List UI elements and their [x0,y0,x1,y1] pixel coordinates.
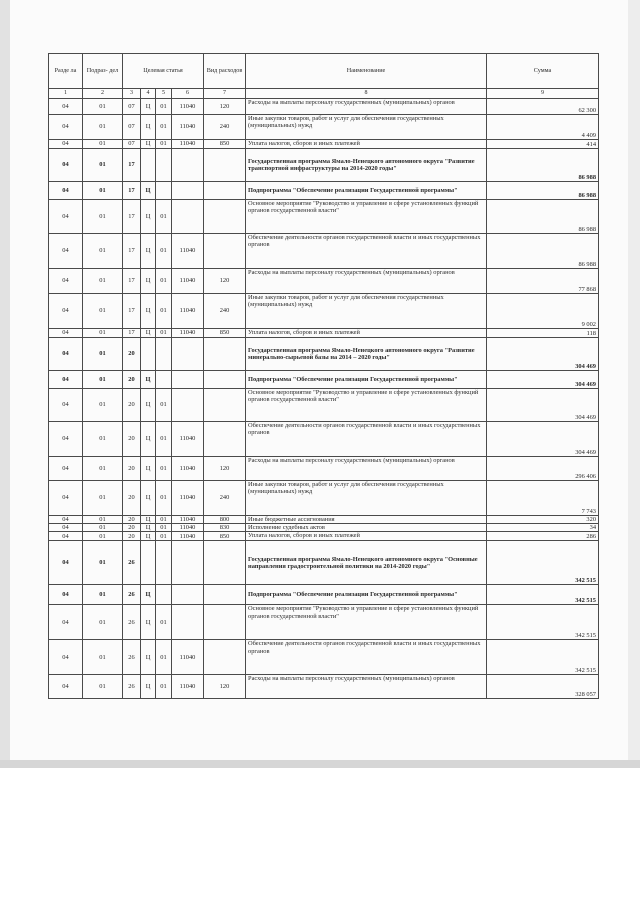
cell-direction-code: 11040 [172,269,204,294]
table-row [49,640,599,675]
cell-program-code: 20 [123,422,141,457]
cell-direction-code: 11040 [172,234,204,269]
table-row [49,675,599,699]
cell-name: Уплата налогов, сборов и иных платежей [246,329,487,338]
cell-podrazdel: 01 [83,200,123,234]
cell-expense-type [204,389,246,422]
cell-expense-type: 240 [204,481,246,516]
cell-name: Иные закупки товаров, работ и услуг для обеспечения государственных (муниципальных) нужд [246,115,487,140]
cell-razdel: 04 [49,457,83,481]
cell-sum: 86 988 [487,200,599,234]
cell-name: Государственная программа Ямало-Ненецкого автономного округа "Основные направления градостроительной политики на 2014-2020 годы" [246,541,487,585]
cell-event-code: 01 [156,516,172,524]
scan-bottom-edge [0,760,640,768]
cell-subprogram-code: Ц [141,481,156,516]
cell-program-code: 17 [123,182,141,200]
cell-event-code: 01 [156,294,172,329]
cell-razdel: 04 [49,675,83,699]
cell-name: Уплата налогов, сборов и иных платежей [246,532,487,541]
cell-expense-type [204,585,246,605]
cell-program-code: 26 [123,675,141,699]
cell-expense-type: 240 [204,294,246,329]
cell-event-code [156,371,172,389]
cell-podrazdel: 01 [83,389,123,422]
cell-program-code: 26 [123,640,141,675]
cell-podrazdel: 01 [83,371,123,389]
cell-sum: 342 515 [487,640,599,675]
cell-name: Основное мероприятие "Руководство и управление в сфере установленных функций органов государственной власти" [246,389,487,422]
cell-podrazdel: 01 [83,532,123,541]
header-expense-type: Вид расходов [204,54,246,89]
cell-sum: 86 988 [487,149,599,182]
cell-razdel: 04 [49,115,83,140]
column-number-row [49,89,599,99]
cell-razdel: 04 [49,200,83,234]
cell-event-code: 01 [156,389,172,422]
cell-event-code: 01 [156,99,172,115]
cell-subprogram-code: Ц [141,269,156,294]
table-row [49,371,599,389]
cell-direction-code: 11040 [172,516,204,524]
cell-event-code: 01 [156,532,172,541]
cell-sum: 9 002 [487,294,599,329]
table-row [49,532,599,541]
cell-razdel: 04 [49,585,83,605]
cell-razdel: 04 [49,516,83,524]
cell-podrazdel: 01 [83,234,123,269]
table-row [49,329,599,338]
table-row [49,422,599,457]
cell-podrazdel: 01 [83,149,123,182]
cell-sum: 304 469 [487,422,599,457]
cell-event-code: 01 [156,422,172,457]
cell-program-code: 20 [123,389,141,422]
column-number: 3 [123,89,141,99]
cell-event-code: 01 [156,140,172,149]
cell-direction-code [172,585,204,605]
table-row [49,516,599,524]
cell-name: Иные закупки товаров, работ и услуг для обеспечения государственных (муниципальных) нужд [246,294,487,329]
cell-expense-type: 850 [204,140,246,149]
cell-sum: 304 469 [487,371,599,389]
cell-event-code: 01 [156,115,172,140]
table-row [49,182,599,200]
cell-program-code: 20 [123,338,141,371]
table-row [49,524,599,532]
table-row [49,338,599,371]
cell-podrazdel: 01 [83,541,123,585]
cell-expense-type [204,371,246,389]
column-number: 9 [487,89,599,99]
cell-podrazdel: 01 [83,338,123,371]
cell-direction-code: 11040 [172,115,204,140]
cell-name: Обеспечение деятельности органов государственной власти и иных государственных органов [246,234,487,269]
cell-direction-code: 11040 [172,422,204,457]
cell-expense-type: 120 [204,99,246,115]
cell-event-code [156,541,172,585]
cell-expense-type [204,640,246,675]
cell-expense-type [204,541,246,585]
cell-program-code: 17 [123,200,141,234]
cell-podrazdel: 01 [83,516,123,524]
cell-expense-type: 830 [204,524,246,532]
cell-program-code: 17 [123,294,141,329]
cell-subprogram-code: Ц [141,329,156,338]
table-row [49,481,599,516]
cell-podrazdel: 01 [83,269,123,294]
cell-podrazdel: 01 [83,294,123,329]
cell-event-code: 01 [156,234,172,269]
cell-podrazdel: 01 [83,182,123,200]
cell-podrazdel: 01 [83,605,123,640]
cell-direction-code: 11040 [172,294,204,329]
table-row [49,140,599,149]
cell-podrazdel: 01 [83,585,123,605]
cell-podrazdel: 01 [83,422,123,457]
cell-sum: 286 [487,532,599,541]
cell-razdel: 04 [49,371,83,389]
cell-subprogram-code [141,338,156,371]
cell-name: Иные бюджетные ассигнования [246,516,487,524]
cell-expense-type [204,149,246,182]
cell-razdel: 04 [49,149,83,182]
cell-event-code: 01 [156,481,172,516]
table-row [49,269,599,294]
cell-sum: 414 [487,140,599,149]
cell-razdel: 04 [49,329,83,338]
cell-sum: 86 988 [487,182,599,200]
table-body [49,99,599,699]
cell-direction-code [172,371,204,389]
cell-razdel: 04 [49,182,83,200]
cell-name: Расходы на выплаты персоналу государственных (муниципальных) органов [246,99,487,115]
table-row [49,605,599,640]
cell-name: Государственная программа Ямало-Ненецкого автономного округа "Развитие минерально-сырьевой базы на 2014 – 2020 годы" [246,338,487,371]
cell-direction-code [172,389,204,422]
table-row [49,389,599,422]
table-row [49,115,599,140]
cell-program-code: 20 [123,481,141,516]
scan-right-edge [628,0,640,768]
cell-razdel: 04 [49,234,83,269]
cell-expense-type: 240 [204,115,246,140]
cell-subprogram-code: Ц [141,457,156,481]
cell-subprogram-code: Ц [141,389,156,422]
cell-event-code: 01 [156,640,172,675]
cell-direction-code: 11040 [172,675,204,699]
cell-sum: 7 743 [487,481,599,516]
cell-razdel: 04 [49,541,83,585]
table-row [49,585,599,605]
cell-sum: 62 300 [487,99,599,115]
cell-razdel: 04 [49,269,83,294]
column-number: 7 [204,89,246,99]
cell-expense-type: 800 [204,516,246,524]
cell-subprogram-code: Ц [141,524,156,532]
table-row [49,294,599,329]
cell-name: Расходы на выплаты персоналу государственных (муниципальных) органов [246,269,487,294]
cell-sum: 34 [487,524,599,532]
cell-razdel: 04 [49,605,83,640]
cell-direction-code [172,605,204,640]
header-razdel: Разде ла [49,54,83,89]
cell-expense-type: 120 [204,457,246,481]
cell-direction-code: 11040 [172,524,204,532]
cell-razdel: 04 [49,422,83,457]
cell-event-code: 01 [156,457,172,481]
header-sum: Сумма [487,54,599,89]
cell-event-code: 01 [156,524,172,532]
cell-subprogram-code: Ц [141,140,156,149]
cell-event-code: 01 [156,269,172,294]
cell-name: Обеспечение деятельности органов государственной власти и иных государственных органов [246,640,487,675]
cell-event-code: 01 [156,675,172,699]
cell-expense-type [204,234,246,269]
cell-subprogram-code: Ц [141,585,156,605]
header-podrazdel: Подраз- дел [83,54,123,89]
cell-razdel: 04 [49,338,83,371]
column-number: 4 [141,89,156,99]
cell-direction-code [172,149,204,182]
cell-event-code [156,149,172,182]
budget-table [48,53,599,699]
table-row [49,99,599,115]
cell-razdel: 04 [49,140,83,149]
cell-program-code: 20 [123,524,141,532]
cell-program-code: 20 [123,532,141,541]
cell-sum: 296 406 [487,457,599,481]
cell-direction-code: 11040 [172,640,204,675]
cell-event-code: 01 [156,605,172,640]
cell-name: Иные закупки товаров, работ и услуг для обеспечения государственных (муниципальных) нужд [246,481,487,516]
cell-razdel: 04 [49,481,83,516]
column-number: 2 [83,89,123,99]
header-row [49,54,599,89]
cell-razdel: 04 [49,294,83,329]
cell-sum: 86 988 [487,234,599,269]
cell-program-code: 20 [123,457,141,481]
cell-name: Подпрограмма "Обеспечение реализации Государственной программы" [246,585,487,605]
cell-podrazdel: 01 [83,457,123,481]
cell-subprogram-code: Ц [141,115,156,140]
cell-subprogram-code [141,541,156,585]
table-row [49,200,599,234]
cell-sum: 77 868 [487,269,599,294]
cell-name: Государственная программа Ямало-Ненецкого автономного округа "Развитие транспортной инфраструктуры на 2014-2020 годы" [246,149,487,182]
cell-sum: 118 [487,329,599,338]
cell-razdel: 04 [49,524,83,532]
cell-expense-type [204,200,246,234]
cell-sum: 342 515 [487,541,599,585]
cell-event-code: 01 [156,200,172,234]
cell-podrazdel: 01 [83,675,123,699]
cell-podrazdel: 01 [83,640,123,675]
cell-expense-type [204,338,246,371]
cell-name: Обеспечение деятельности органов государственной власти и иных государственных органов [246,422,487,457]
cell-direction-code: 11040 [172,140,204,149]
cell-razdel: 04 [49,389,83,422]
table-row [49,457,599,481]
cell-sum: 4 409 [487,115,599,140]
column-number: 6 [172,89,204,99]
cell-expense-type: 850 [204,329,246,338]
cell-razdel: 04 [49,532,83,541]
cell-program-code: 20 [123,371,141,389]
cell-event-code [156,182,172,200]
cell-event-code [156,338,172,371]
cell-sum: 342 515 [487,605,599,640]
cell-expense-type [204,605,246,640]
cell-subprogram-code: Ц [141,675,156,699]
cell-direction-code: 11040 [172,532,204,541]
cell-subprogram-code: Ц [141,294,156,329]
table-row [49,149,599,182]
cell-expense-type: 120 [204,269,246,294]
cell-expense-type: 850 [204,532,246,541]
cell-name: Подпрограмма "Обеспечение реализации Государственной программы" [246,182,487,200]
cell-subprogram-code: Ц [141,640,156,675]
cell-podrazdel: 01 [83,115,123,140]
cell-subprogram-code: Ц [141,200,156,234]
cell-razdel: 04 [49,640,83,675]
cell-event-code: 01 [156,329,172,338]
header-target-article: Целевая статья [123,54,204,89]
cell-direction-code [172,338,204,371]
cell-program-code: 26 [123,605,141,640]
cell-podrazdel: 01 [83,329,123,338]
cell-expense-type [204,182,246,200]
cell-direction-code: 11040 [172,329,204,338]
cell-program-code: 17 [123,269,141,294]
cell-subprogram-code: Ц [141,234,156,269]
cell-direction-code: 11040 [172,481,204,516]
column-number: 8 [246,89,487,99]
cell-expense-type: 120 [204,675,246,699]
cell-subprogram-code: Ц [141,516,156,524]
cell-subprogram-code: Ц [141,182,156,200]
table-row [49,234,599,269]
cell-event-code [156,585,172,605]
cell-program-code: 07 [123,99,141,115]
column-number: 1 [49,89,83,99]
cell-razdel: 04 [49,99,83,115]
cell-sum: 304 469 [487,389,599,422]
header-name: Наименование [246,54,487,89]
column-number: 5 [156,89,172,99]
cell-subprogram-code: Ц [141,422,156,457]
cell-program-code: 17 [123,234,141,269]
cell-name: Исполнение судебных актов [246,524,487,532]
cell-name: Уплата налогов, сборов и иных платежей [246,140,487,149]
cell-program-code: 26 [123,541,141,585]
cell-expense-type [204,422,246,457]
cell-sum: 304 469 [487,338,599,371]
cell-podrazdel: 01 [83,481,123,516]
cell-name: Расходы на выплаты персоналу государственных (муниципальных) органов [246,675,487,699]
cell-subprogram-code [141,149,156,182]
scan-left-edge [0,0,10,768]
cell-program-code: 20 [123,516,141,524]
cell-program-code: 26 [123,585,141,605]
cell-sum: 328 057 [487,675,599,699]
table-row [49,541,599,585]
cell-subprogram-code: Ц [141,99,156,115]
cell-program-code: 07 [123,140,141,149]
cell-podrazdel: 01 [83,99,123,115]
cell-subprogram-code: Ц [141,371,156,389]
cell-name: Подпрограмма "Обеспечение реализации Государственной программы" [246,371,487,389]
cell-program-code: 07 [123,115,141,140]
cell-direction-code [172,541,204,585]
cell-subprogram-code: Ц [141,532,156,541]
cell-direction-code: 11040 [172,99,204,115]
cell-sum: 342 515 [487,585,599,605]
cell-name: Расходы на выплаты персоналу государственных (муниципальных) органов [246,457,487,481]
cell-podrazdel: 01 [83,140,123,149]
cell-name: Основное мероприятие "Руководство и управление в сфере установленных функций органов государственной власти" [246,605,487,640]
cell-direction-code [172,200,204,234]
cell-direction-code: 11040 [172,457,204,481]
cell-podrazdel: 01 [83,524,123,532]
cell-subprogram-code: Ц [141,605,156,640]
cell-program-code: 17 [123,149,141,182]
cell-sum: 320 [487,516,599,524]
cell-name: Основное мероприятие "Руководство и управление в сфере установленных функций органов государственной власти" [246,200,487,234]
cell-direction-code [172,182,204,200]
cell-program-code: 17 [123,329,141,338]
